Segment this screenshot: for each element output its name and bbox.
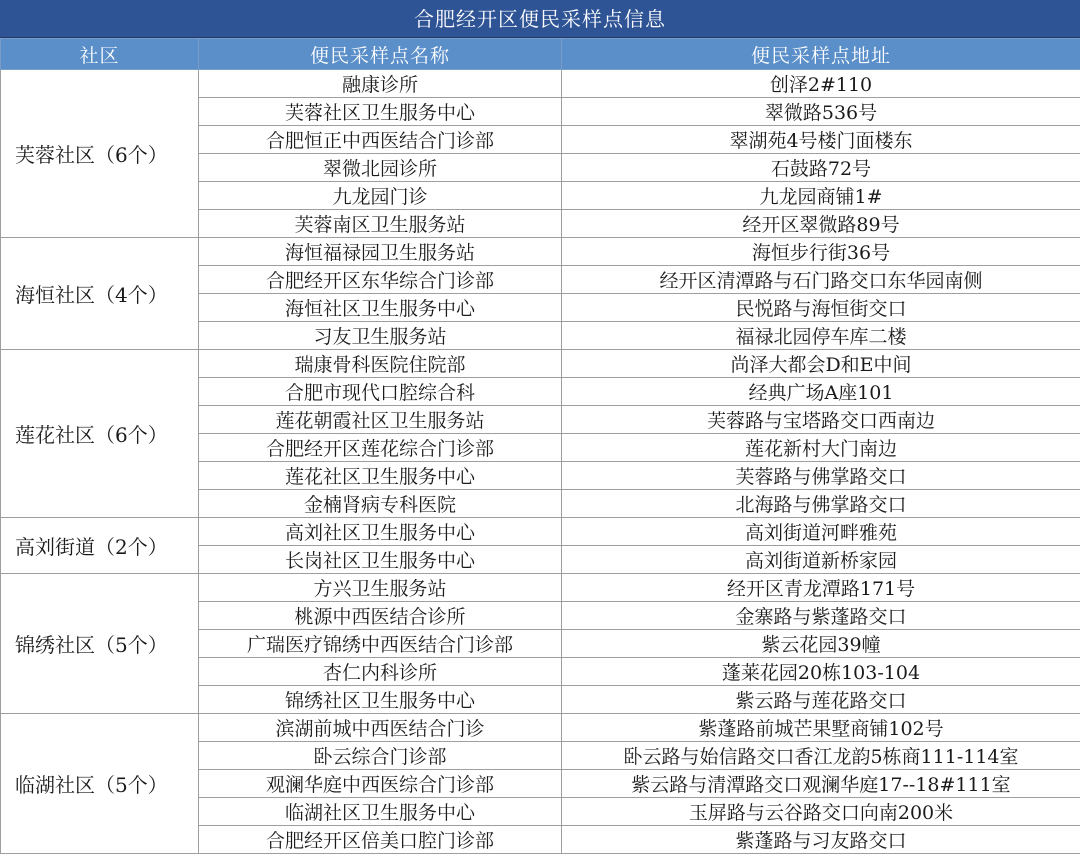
site-address-cell: 金寨路与紫蓬路交口 [562, 602, 1080, 630]
table-row [1, 350, 1080, 378]
site-address-cell: 石鼓路72号 [562, 154, 1080, 182]
table-row [1, 70, 1080, 98]
table-row [1, 574, 1080, 602]
site-name-cell: 翠微北园诊所 [199, 154, 562, 182]
site-name-cell: 莲花社区卫生服务中心 [199, 462, 562, 490]
table-row [1, 714, 1080, 742]
sampling-points-table [0, 38, 1080, 854]
site-address-cell: 卧云路与始信路交口香江龙韵5栋商111-114室 [562, 742, 1080, 770]
site-name-cell: 海恒社区卫生服务中心 [199, 294, 562, 322]
site-address-cell: 莲花新村大门南边 [562, 434, 1080, 462]
site-name-cell: 临湖社区卫生服务中心 [199, 798, 562, 826]
site-name-cell: 广瑞医疗锦绣中西医结合门诊部 [199, 630, 562, 658]
site-name-cell: 合肥经开区东华综合门诊部 [199, 266, 562, 294]
site-name-cell: 金楠肾病专科医院 [199, 490, 562, 518]
site-name-cell: 观澜华庭中西医综合门诊部 [199, 770, 562, 798]
community-cell: 莲花社区（6个） [1, 350, 199, 518]
site-name-cell: 高刘社区卫生服务中心 [199, 518, 562, 546]
site-name-cell: 瑞康骨科医院住院部 [199, 350, 562, 378]
site-address-cell: 蓬莱花园20栋103-104 [562, 658, 1080, 686]
site-address-cell: 海恒步行街36号 [562, 238, 1080, 266]
site-name-cell: 芙蓉南区卫生服务站 [199, 210, 562, 238]
site-address-cell: 高刘街道新桥家园 [562, 546, 1080, 574]
site-address-cell: 经开区清潭路与石门路交口东华园南侧 [562, 266, 1080, 294]
site-address-cell: 高刘街道河畔雅苑 [562, 518, 1080, 546]
site-address-cell: 民悦路与海恒街交口 [562, 294, 1080, 322]
site-name-cell: 方兴卫生服务站 [199, 574, 562, 602]
header-site-name: 便民采样点名称 [199, 39, 562, 70]
site-name-cell: 合肥经开区倍美口腔门诊部 [199, 826, 562, 854]
site-name-cell: 桃源中西医结合诊所 [199, 602, 562, 630]
header-row [1, 39, 1080, 70]
header-community: 社区 [1, 39, 199, 70]
sheet-title: 合肥经开区便民采样点信息 [0, 0, 1080, 38]
site-address-cell: 芙蓉路与宝塔路交口西南边 [562, 406, 1080, 434]
site-address-cell: 翠微路536号 [562, 98, 1080, 126]
table-body [1, 70, 1080, 854]
community-cell: 锦绣社区（5个） [1, 574, 199, 714]
site-address-cell: 紫云花园39幢 [562, 630, 1080, 658]
site-name-cell: 合肥经开区莲花综合门诊部 [199, 434, 562, 462]
site-address-cell: 紫云路与清潭路交口观澜华庭17--18#111室 [562, 770, 1080, 798]
site-name-cell: 合肥恒正中西医结合门诊部 [199, 126, 562, 154]
site-address-cell: 经开区青龙潭路171号 [562, 574, 1080, 602]
site-name-cell: 莲花朝霞社区卫生服务站 [199, 406, 562, 434]
site-address-cell: 福禄北园停车库二楼 [562, 322, 1080, 350]
header-site-address: 便民采样点地址 [562, 39, 1080, 70]
site-address-cell: 经开区翠微路89号 [562, 210, 1080, 238]
site-address-cell: 紫蓬路与习友路交口 [562, 826, 1080, 854]
community-cell: 临湖社区（5个） [1, 714, 199, 854]
site-name-cell: 融康诊所 [199, 70, 562, 98]
site-address-cell: 芙蓉路与佛掌路交口 [562, 462, 1080, 490]
community-cell: 海恒社区（4个） [1, 238, 199, 350]
community-cell: 芙蓉社区（6个） [1, 70, 199, 238]
table-row [1, 238, 1080, 266]
site-address-cell: 九龙园商铺1# [562, 182, 1080, 210]
site-address-cell: 紫云路与莲花路交口 [562, 686, 1080, 714]
site-name-cell: 滨湖前城中西医结合门诊 [199, 714, 562, 742]
site-name-cell: 卧云综合门诊部 [199, 742, 562, 770]
site-name-cell: 长岗社区卫生服务中心 [199, 546, 562, 574]
site-name-cell: 杏仁内科诊所 [199, 658, 562, 686]
site-name-cell: 习友卫生服务站 [199, 322, 562, 350]
site-name-cell: 合肥市现代口腔综合科 [199, 378, 562, 406]
site-address-cell: 经典广场A座101 [562, 378, 1080, 406]
site-name-cell: 芙蓉社区卫生服务中心 [199, 98, 562, 126]
site-address-cell: 紫蓬路前城芒果墅商铺102号 [562, 714, 1080, 742]
site-address-cell: 尚泽大都会D和E中间 [562, 350, 1080, 378]
site-address-cell: 创泽2#110 [562, 70, 1080, 98]
site-name-cell: 九龙园门诊 [199, 182, 562, 210]
site-address-cell: 翠湖苑4号楼门面楼东 [562, 126, 1080, 154]
site-name-cell: 海恒福禄园卫生服务站 [199, 238, 562, 266]
site-name-cell: 锦绣社区卫生服务中心 [199, 686, 562, 714]
table-row [1, 518, 1080, 546]
community-cell: 高刘街道（2个） [1, 518, 199, 574]
site-address-cell: 玉屏路与云谷路交口向南200米 [562, 798, 1080, 826]
site-address-cell: 北海路与佛掌路交口 [562, 490, 1080, 518]
